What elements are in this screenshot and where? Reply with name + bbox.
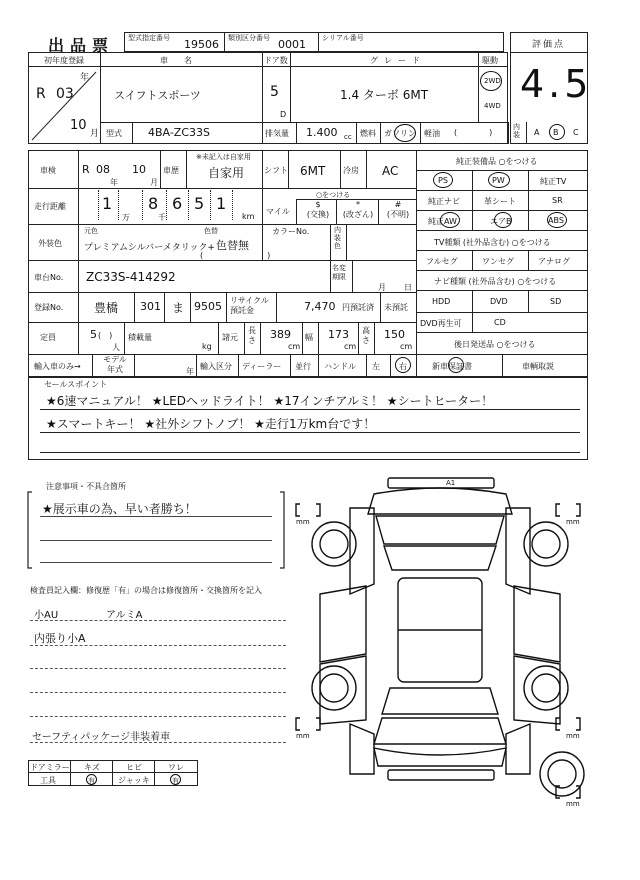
displacement-label: 排気量 [265, 129, 289, 138]
mileage-unit-km: km [242, 212, 255, 221]
import-type-label: 輸入区分 [200, 362, 232, 371]
diagram-a1: A1 [446, 479, 456, 487]
first-reg-month-unit: 月 [90, 129, 100, 139]
inspector-line-1a: 小AU [34, 610, 59, 621]
shift-label: シフト [264, 166, 288, 175]
car-name-value: スイフトスポーツ [114, 89, 201, 102]
import-parallel: 並行 [295, 362, 311, 371]
dimensions-label: 諸元 [222, 333, 238, 342]
nav-dvd: DVD [490, 297, 508, 306]
model-value: 4BA-ZC33S [148, 126, 210, 139]
equip-ps-circle [433, 172, 453, 188]
legend-r-1: 工具 [40, 776, 56, 785]
first-reg-year: 03 [56, 86, 74, 102]
reg-area: 豊橋 [94, 301, 119, 315]
interior-a: A [534, 128, 540, 137]
equip-sr: SR [552, 196, 563, 205]
legend-jack-circle [170, 774, 181, 785]
width-value: 173 [328, 328, 349, 341]
displacement-value: 1.400 [306, 126, 338, 139]
capacity-value: 5 [90, 328, 97, 341]
tv-title: TV種類 (社外品含む) ○をつける [434, 238, 551, 247]
transfer-day: 日 [404, 283, 412, 292]
interior-b: B [553, 128, 559, 137]
recycle-suffix: 円預託済 [342, 303, 374, 312]
handle-right: 右 [399, 362, 407, 371]
history-note: ※未記入は自家用 [196, 153, 251, 161]
mm-front-right: mm [566, 518, 580, 526]
ac-value: AC [382, 164, 399, 178]
chassis-label: 車台No. [34, 273, 64, 282]
fuel-value: ガソリン [384, 129, 416, 138]
reg-class: 301 [140, 300, 161, 313]
later-warranty: 新車保証書 [432, 362, 472, 371]
fuel-label: 燃料 [360, 129, 376, 138]
height-unit: cm [400, 342, 413, 351]
legend-r-4: 有 [172, 777, 179, 785]
notes-line-1: ★展示車の為、早い者勝ち！ [42, 502, 197, 516]
mileage-digit-4: 5 [194, 194, 205, 213]
capacity-unit: 人 [112, 343, 120, 352]
import-dealer: ディーラー [242, 362, 282, 371]
load-unit: kg [202, 342, 212, 351]
color-no-label: カラーNo. [272, 227, 310, 236]
car-name-label: 車名 [160, 56, 208, 65]
tv-analog: アナログ [538, 257, 570, 266]
tamper-label: * (改ざん) [342, 200, 374, 219]
mm-front-left: mm [296, 518, 310, 526]
capacity-paren: ( ) [98, 331, 113, 340]
car-diagram [290, 474, 590, 814]
width-unit: cm [344, 342, 357, 351]
inspection-era: R [82, 163, 90, 176]
first-reg-year-unit: 年 [80, 73, 90, 83]
import-label: 輸入車のみ→ [34, 362, 81, 371]
grade-value: 1.4 ターボ 6MT [340, 88, 429, 102]
interior-color-label: 内装色 [334, 226, 341, 250]
tv-oneseg: ワンセグ [482, 257, 514, 266]
fuel-selected-circle [394, 124, 416, 142]
sales-line-2: ★スマートキー！ ★社外シフトノブ！ ★走行1万km台です！ [46, 417, 376, 431]
grade-label: グレード [370, 56, 426, 65]
model-year-unit: 年 [186, 367, 194, 376]
nav-dvd-play: DVD再生可 [420, 319, 462, 328]
doors-value: 5 [270, 84, 279, 100]
length-label: 長さ [248, 326, 256, 345]
nav-title: ナビ種類 (社外品含む) ○をつける [434, 277, 557, 286]
serial-label: シリアル番号 [322, 34, 364, 42]
header-codes-box [124, 32, 504, 52]
score-label: 評価点 [532, 40, 566, 50]
recycle-label: リサイクル預託金 [230, 296, 269, 315]
mileage-digit-1: 1 [102, 194, 113, 213]
interior-c: C [573, 128, 579, 137]
transfer-label: 名変期限 [332, 264, 346, 281]
page-title: 出品票 [48, 36, 115, 55]
model-label: 型式 [106, 129, 122, 138]
legend-h-1: ドアミラー [30, 763, 70, 772]
notes-label: 注意事項・不具合箇所 [46, 482, 126, 491]
mileage-unit-man: 万 [122, 213, 130, 222]
miles-label: マイル [266, 207, 290, 216]
legend-r-3: ジャッキ [118, 776, 150, 785]
mileage-digit-5: 1 [216, 194, 227, 213]
shift-value: 6MT [300, 164, 326, 178]
equip-aw: 純正AW [428, 217, 457, 226]
handle-left: 左 [372, 362, 380, 371]
legend-r-2: 有 [88, 777, 95, 785]
inspection-month: 10 [132, 163, 146, 176]
equip-pw: PW [492, 176, 505, 185]
equip-aw-circle [440, 212, 460, 228]
legend-h-4: ワレ [168, 763, 184, 772]
equipment-title: 純正装備品 ○をつける [456, 157, 538, 166]
load-label: 積載量 [128, 333, 152, 342]
first-reg-month: 10 [70, 118, 87, 133]
nav-cd: CD [494, 318, 506, 327]
mm-rear-left: mm [296, 732, 310, 740]
handle-right-circle [395, 357, 411, 373]
ac-label: 冷房 [343, 166, 359, 175]
mileage-digit-3: 6 [172, 194, 183, 213]
model-code-label: 型式指定番号 [128, 34, 170, 42]
equip-leather: 革シート [484, 197, 516, 206]
mm-rear-right: mm [566, 732, 580, 740]
inspection-month-unit: 月 [150, 178, 158, 187]
doors-suffix: D [280, 110, 287, 119]
displacement-unit: cc [344, 133, 352, 141]
repaint-value: 色替無 [216, 239, 249, 252]
legend-tool-circle [86, 774, 97, 785]
mileage-label: 走行距離 [34, 202, 66, 211]
legend-h-3: ヒビ [126, 763, 142, 772]
height-label: 高さ [362, 326, 370, 345]
equip-abs-circle [547, 212, 567, 228]
history-label: 車歴 [163, 166, 179, 175]
inspector-label: 検査員記入欄：修復歴「有」の場合は修復箇所・交換箇所を記入 [30, 586, 262, 595]
nav-sd: SD [550, 297, 562, 306]
later-title: 後日発送品 ○をつける [454, 340, 536, 349]
first-reg-label: 初年度登録 [44, 56, 84, 65]
drive-selected-circle [480, 71, 502, 91]
color-orig-label: 元色 [84, 227, 98, 235]
color-label: 外装色 [38, 239, 62, 248]
equip-ps: PS [438, 176, 448, 185]
inspector-line-2: 内張り小A [34, 632, 86, 645]
interior-selected-circle [549, 124, 565, 140]
equip-abs: ABS [548, 216, 564, 225]
later-manual: 車輌取説 [522, 362, 554, 371]
equip-tv: 純正TV [540, 177, 567, 186]
equip-airbag-circle [494, 212, 512, 228]
equip-pw-circle [488, 172, 510, 188]
drive-2wd: 2WD [484, 77, 501, 85]
width-label: 幅 [305, 333, 313, 342]
tv-fullseg: フルセグ [426, 257, 458, 266]
color-orig-value: プレミアムシルバーメタリック+ [84, 243, 215, 253]
height-value: 150 [384, 328, 405, 341]
mileage-digit-2: 8 [148, 194, 159, 213]
capacity-label: 定員 [40, 333, 56, 342]
mileage-unit-sen: 千 [158, 213, 166, 222]
equip-navi: 純正ナビ [428, 197, 460, 206]
doors-label: ドア数 [264, 56, 288, 65]
recycle-value: 7,470 [304, 300, 336, 313]
drive-label: 駆動 [482, 56, 498, 65]
later-warranty-circle [448, 357, 464, 373]
inspection-label: 車検 [40, 166, 56, 175]
swap-label: $ (交換) [306, 200, 330, 219]
length-value: 389 [270, 328, 291, 341]
reg-kana: ま [172, 301, 185, 315]
repaint-paren: ( ) [200, 251, 271, 260]
model-year-label: モデル年式 [103, 355, 127, 374]
drive-4wd: 4WD [484, 102, 501, 110]
score-value: 4.5 [520, 62, 593, 106]
category-value: 0001 [278, 38, 306, 51]
unknown-label: # (不明) [386, 200, 410, 219]
first-reg-era: R [36, 86, 46, 102]
transfer-month: 月 [378, 283, 386, 292]
legend-h-2: キズ [84, 763, 100, 772]
inspector-line-3: セーフティパッケージ非装着車 [32, 732, 171, 743]
fuel-alt: 軽油 [424, 129, 440, 138]
model-code-value: 19506 [184, 38, 219, 51]
inspection-year-unit: 年 [110, 178, 118, 187]
inspector-line-1b: アルミA [106, 610, 143, 621]
sales-line-1: ★6速マニュアル！ ★LEDヘッドライト！ ★17インチアルミ！ ★シートヒーター！ [46, 394, 494, 408]
notes-bracket [26, 486, 288, 572]
interior-label: 内装 [513, 123, 520, 139]
sales-label: セールスポイント [44, 380, 108, 389]
equip-airbag: エアB [490, 217, 512, 226]
registration-label: 登録No. [34, 303, 64, 312]
recycle-none: 未預託 [384, 303, 408, 312]
nav-hdd: HDD [432, 297, 451, 306]
mileage-circle-note: ○をつける [316, 191, 351, 199]
repaint-label: 色替 [204, 227, 218, 235]
history-value: 自家用 [208, 166, 245, 180]
chassis-value: ZC33S-414292 [86, 270, 176, 284]
handle-label: ハンドル [324, 362, 356, 371]
category-label: 類別区分番号 [228, 34, 270, 42]
mm-spare: mm [566, 800, 580, 808]
inspection-year: 08 [96, 163, 110, 176]
length-unit: cm [288, 342, 301, 351]
reg-number: 9505 [194, 300, 222, 313]
